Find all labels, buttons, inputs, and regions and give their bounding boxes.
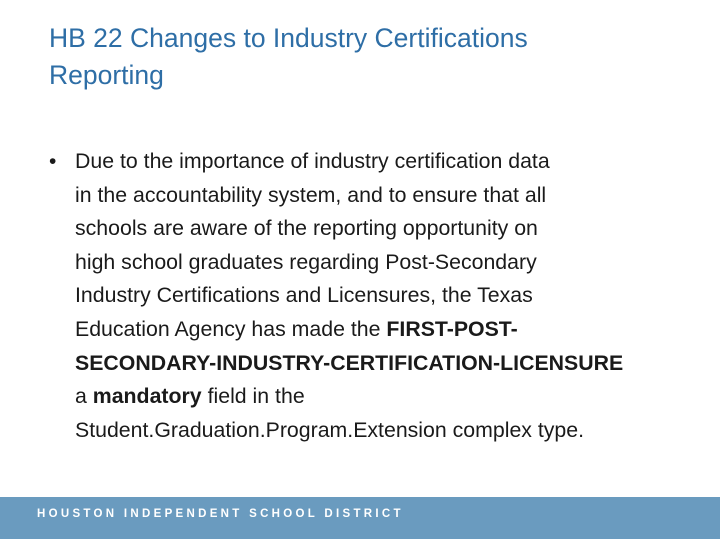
field-name-part-2: SECONDARY-INDUSTRY-CERTIFICATION-LICENSURE [75, 350, 624, 375]
body-line-3: schools are aware of the reporting opportunity on [75, 216, 538, 241]
body-line-8-text-b: field in the [201, 384, 305, 409]
slide-title [49, 20, 689, 94]
body-line-6 [75, 313, 688, 347]
body-line-6-text: Education Agency has made the [75, 316, 387, 341]
body-line-9: Student.Graduation.Program.Extension complex type. [75, 417, 585, 442]
body-line-2: in the accountability system, and to ensure that all [75, 182, 547, 207]
footer-bar [0, 497, 720, 539]
field-name-part-1: FIRST-POST- [386, 316, 518, 341]
district-name: HOUSTON INDEPENDENT SCHOOL DISTRICT [37, 508, 404, 520]
body-line-1: Due to the importance of industry certification data [75, 149, 550, 173]
mandatory-emphasis: mandatory [92, 384, 202, 409]
body-line-8-text-a: a [75, 384, 93, 409]
body-line-4: high school graduates regarding Post-Secondary [75, 249, 537, 274]
bullet-icon: • [49, 150, 57, 173]
body-line-7 [75, 347, 688, 381]
slide-body [48, 145, 688, 447]
title-line-1: HB 22 Changes to Industry Certifications [49, 23, 528, 53]
body-line-8 [75, 380, 688, 414]
body-line-5: Industry Certifications and Licensures, the Texas [75, 283, 533, 308]
bullet-item [48, 145, 688, 447]
title-line-2: Reporting [49, 60, 164, 90]
